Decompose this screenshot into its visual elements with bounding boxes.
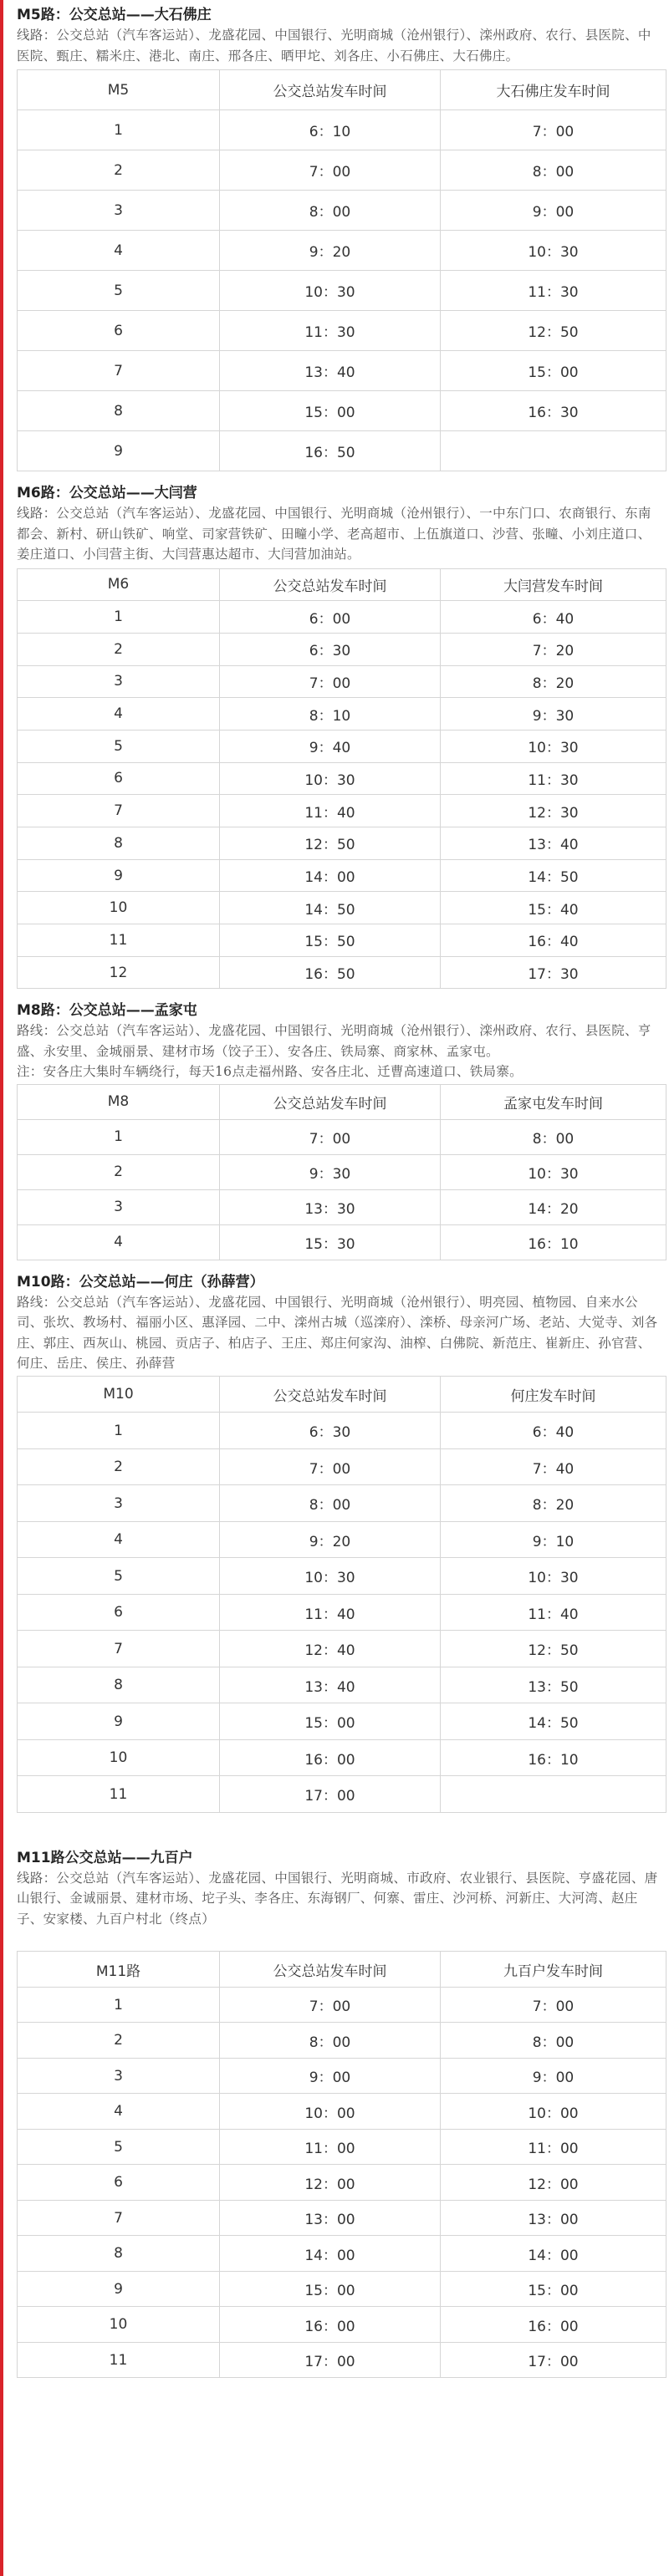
table-row	[18, 1739, 666, 1776]
table-cell: 7：00	[441, 110, 666, 150]
left-accent-bar	[0, 0, 3, 2576]
table-cell: 7：00	[220, 150, 441, 191]
table-cell: 15：40	[441, 892, 666, 924]
column-header: M5	[18, 70, 220, 110]
table-cell: 12：50	[441, 311, 666, 351]
table-cell: 16：00	[441, 2307, 666, 2343]
table-cell: 2	[18, 633, 220, 665]
table-header-row	[18, 70, 666, 110]
column-header: 公交总站发车时间	[220, 1376, 441, 1413]
table-row	[18, 2342, 666, 2378]
route-section-m6	[17, 471, 662, 989]
table-row	[18, 924, 666, 957]
table-cell: 7：00	[220, 665, 441, 698]
table-row	[18, 633, 666, 665]
table-row	[18, 956, 666, 989]
table-cell: 13：40	[441, 827, 666, 860]
table-cell: 16：00	[220, 1739, 441, 1776]
table-row	[18, 311, 666, 351]
table-header-row	[18, 568, 666, 601]
table-cell: 9：30	[441, 698, 666, 731]
table-row	[18, 698, 666, 731]
column-header: 大闫营发车时间	[441, 568, 666, 601]
column-header: 九百户发车时间	[441, 1952, 666, 1988]
column-header: M8	[18, 1084, 220, 1119]
table-cell: 2	[18, 1448, 220, 1485]
route-stops: 路线：公交总站（汽车客运站）、龙盛花园、中国银行、光明商城（沧州银行）、滦州政府、农行、县医院、亨盛、永安里、金城丽景、建材市场（饺子王）、安各庄、铁局寨、商家林、孟家屯。	[17, 1023, 651, 1059]
table-row	[18, 1558, 666, 1595]
table-cell: 10	[18, 1739, 220, 1776]
table-cell: 10：30	[441, 231, 666, 271]
table-cell: 9：00	[441, 191, 666, 231]
table-cell: 1	[18, 601, 220, 634]
table-cell: 6	[18, 1594, 220, 1631]
table-cell: 17：00	[220, 1776, 441, 1813]
table-cell: 12	[18, 956, 220, 989]
table-header-row	[18, 1952, 666, 1988]
table-cell: 10：00	[441, 2094, 666, 2130]
table-row	[18, 1594, 666, 1631]
table-cell: 8：00	[220, 2023, 441, 2059]
table-cell: 12：00	[441, 2165, 666, 2201]
table-cell: 10：30	[441, 1154, 666, 1189]
table-cell: 7	[18, 795, 220, 827]
table-cell: 8	[18, 2236, 220, 2272]
table-cell: 12：50	[220, 827, 441, 860]
table-row	[18, 1119, 666, 1154]
table-cell: 15：00	[441, 351, 666, 391]
table-cell: 8：10	[220, 698, 441, 731]
table-cell: 6：30	[220, 633, 441, 665]
table-cell: 4	[18, 1224, 220, 1260]
table-cell: 8	[18, 1667, 220, 1703]
table-cell: 7	[18, 1631, 220, 1667]
table-cell: 11：00	[220, 2129, 441, 2165]
column-header: 孟家屯发车时间	[441, 1084, 666, 1119]
route-stops: 路线：公交总站（汽车客运站）、龙盛花园、中国银行、光明商城（沧州银行）、明亮园、植物园、自来水公司、张坎、教场村、福丽小区、惠泽园、二中、滦州古城（巡滦府）、滦桥、母亲河广场、老站、大觉寺、刘各庄、郭庄、西灰山、桃园、贡店子、柏店子、王庄、郑庄何家沟、油榨、白佛院、新范庄、崔新庄、孙官营、何庄、岳庄、侯庄、孙薛营	[17, 1294, 658, 1372]
table-row	[18, 2271, 666, 2307]
table-cell: 11：40	[441, 1594, 666, 1631]
table-cell: 3	[18, 665, 220, 698]
route-section-m10	[17, 1260, 662, 1813]
schedule-table	[17, 1951, 666, 2378]
table-cell: 4	[18, 1521, 220, 1558]
table-cell: 15：00	[220, 391, 441, 431]
schedule-table	[17, 568, 666, 990]
table-cell: 16：10	[441, 1739, 666, 1776]
table-row	[18, 2165, 666, 2201]
table-cell: 11：40	[220, 795, 441, 827]
table-cell: 9	[18, 1703, 220, 1740]
table-row	[18, 1987, 666, 2023]
table-cell: 9：00	[220, 2058, 441, 2094]
table-cell: 11：40	[220, 1594, 441, 1631]
table-cell: 9：20	[220, 231, 441, 271]
route-section-m5	[17, 0, 662, 471]
table-cell: 6	[18, 2165, 220, 2201]
table-row	[18, 1776, 666, 1813]
table-row	[18, 2236, 666, 2272]
table-cell: 6：00	[220, 601, 441, 634]
table-cell: 11	[18, 2342, 220, 2378]
table-row	[18, 271, 666, 311]
table-cell: 15：00	[441, 2271, 666, 2307]
table-cell: 14：50	[441, 859, 666, 892]
table-cell: 7：00	[220, 1119, 441, 1154]
table-cell: 8	[18, 391, 220, 431]
column-header: 公交总站发车时间	[220, 1952, 441, 1988]
table-cell: 13：30	[220, 1189, 441, 1224]
table-cell: 10：30	[220, 1558, 441, 1595]
table-cell: 2	[18, 150, 220, 191]
table-row	[18, 191, 666, 231]
column-header: 公交总站发车时间	[220, 568, 441, 601]
table-row	[18, 1631, 666, 1667]
table-cell: 15：00	[220, 2271, 441, 2307]
table-cell: 4	[18, 231, 220, 271]
table-cell: 17：00	[220, 2342, 441, 2378]
table-cell: 10：30	[220, 271, 441, 311]
table-cell: 12：50	[441, 1631, 666, 1667]
table-cell: 8：00	[441, 1119, 666, 1154]
table-cell: 10：30	[441, 730, 666, 762]
table-row	[18, 1521, 666, 1558]
table-cell: 4	[18, 2094, 220, 2130]
section-title: M6路：公交总站——大闫营	[17, 485, 197, 501]
section-title: M8路：公交总站——孟家屯	[17, 1002, 197, 1020]
table-cell: 6：40	[441, 1413, 666, 1449]
table-cell: 12：30	[441, 795, 666, 827]
table-cell: 11：00	[441, 2129, 666, 2165]
table-row	[18, 1154, 666, 1189]
table-row	[18, 2023, 666, 2059]
table-cell: 8：00	[220, 1485, 441, 1522]
table-cell: 17：00	[441, 2342, 666, 2378]
table-row	[18, 351, 666, 391]
table-cell: 9	[18, 859, 220, 892]
column-header: 公交总站发车时间	[220, 1084, 441, 1119]
table-cell	[441, 1776, 666, 1813]
table-cell: 9：40	[220, 730, 441, 762]
table-cell: 3	[18, 1189, 220, 1224]
table-cell: 7：00	[220, 1448, 441, 1485]
table-cell: 1	[18, 110, 220, 150]
table-row	[18, 2058, 666, 2094]
table-cell	[441, 431, 666, 471]
table-cell: 9	[18, 2271, 220, 2307]
table-cell: 4	[18, 698, 220, 731]
route-stops: 线路：公交总站（汽车客运站）、龙盛花园、中国银行、光明商城（沧州银行）、一中东门口、农商银行、东南都会、新村、研山铁矿、响堂、司家营铁矿、田疃小学、老高超市、上伍旗道口、沙营、张疃、小刘庄道口、姜庄道口、小闫营主街、大闫营惠达超市、大闫营加油站。	[17, 506, 651, 562]
table-cell: 8：00	[441, 150, 666, 191]
table-cell: 16：10	[441, 1224, 666, 1260]
table-row	[18, 391, 666, 431]
table-cell: 16：50	[220, 431, 441, 471]
table-cell: 9	[18, 431, 220, 471]
table-cell: 9：20	[220, 1521, 441, 1558]
route-stops: 线路：公交总站（汽车客运站）、龙盛花园、中国银行、光明商城、市政府、农业银行、县医院、亨盛花园、唐山银行、金诚丽景、建材市场、坨子头、李各庄、东海钢厂、何寨、雷庄、沙河桥、河新庄、大河湾、赵庄子、安家楼、九百户村北（终点）	[17, 1870, 658, 1927]
table-row	[18, 110, 666, 150]
table-cell: 14：00	[441, 2236, 666, 2272]
table-cell: 1	[18, 1413, 220, 1449]
table-row	[18, 2200, 666, 2236]
table-row	[18, 231, 666, 271]
table-row	[18, 1485, 666, 1522]
table-row	[18, 1413, 666, 1449]
route-note: 注：安各庄大集时车辆绕行，每天16点走福州路、安各庄北、迁曹高速道口、铁局寨。	[17, 1064, 523, 1080]
table-cell: 1	[18, 1119, 220, 1154]
content	[17, 0, 662, 2378]
table-row	[18, 827, 666, 860]
section-title: M5路：公交总站——大石佛庄	[17, 7, 212, 23]
table-cell: 2	[18, 1154, 220, 1189]
table-cell: 8：00	[441, 2023, 666, 2059]
table-cell: 7	[18, 351, 220, 391]
table-cell: 5	[18, 271, 220, 311]
table-row	[18, 762, 666, 795]
column-header: 何庄发车时间	[441, 1376, 666, 1413]
route-section-m11	[17, 1813, 662, 2379]
column-header: M6	[18, 568, 220, 601]
table-cell: 9：00	[441, 2058, 666, 2094]
table-cell: 13：40	[220, 1667, 441, 1703]
table-cell: 11	[18, 1776, 220, 1813]
table-cell: 10：00	[220, 2094, 441, 2130]
table-cell: 11：30	[441, 271, 666, 311]
table-cell: 16：50	[220, 956, 441, 989]
table-cell: 11：30	[220, 311, 441, 351]
table-cell: 11	[18, 924, 220, 957]
table-cell: 13：50	[441, 1667, 666, 1703]
table-cell: 6：40	[441, 601, 666, 634]
table-cell: 6：30	[220, 1413, 441, 1449]
table-cell: 7：40	[441, 1448, 666, 1485]
table-row	[18, 892, 666, 924]
table-row	[18, 1667, 666, 1703]
schedule-table	[17, 1376, 666, 1813]
table-cell: 15：50	[220, 924, 441, 957]
table-row	[18, 1448, 666, 1485]
table-cell: 5	[18, 1558, 220, 1595]
table-cell: 7	[18, 2200, 220, 2236]
table-cell: 16：00	[220, 2307, 441, 2343]
table-cell: 15：30	[220, 1224, 441, 1260]
table-cell: 16：40	[441, 924, 666, 957]
table-row	[18, 2094, 666, 2130]
table-cell: 9：30	[220, 1154, 441, 1189]
schedule-table	[17, 69, 666, 471]
table-cell: 6：10	[220, 110, 441, 150]
table-cell: 8：20	[441, 1485, 666, 1522]
table-cell: 13：40	[220, 351, 441, 391]
table-row	[18, 665, 666, 698]
table-cell: 14：50	[220, 892, 441, 924]
column-header: 大石佛庄发车时间	[441, 70, 666, 110]
column-header: M10	[18, 1376, 220, 1413]
table-cell: 5	[18, 2129, 220, 2165]
table-cell: 10	[18, 2307, 220, 2343]
table-row	[18, 2307, 666, 2343]
table-cell: 13：00	[441, 2200, 666, 2236]
table-cell: 14：50	[441, 1703, 666, 1740]
column-header: 公交总站发车时间	[220, 70, 441, 110]
table-cell: 5	[18, 730, 220, 762]
table-cell: 15：00	[220, 1703, 441, 1740]
table-cell: 10：30	[220, 762, 441, 795]
table-cell: 14：20	[441, 1189, 666, 1224]
table-cell: 11：30	[441, 762, 666, 795]
table-cell: 14：00	[220, 2236, 441, 2272]
section-title: M11路公交总站——九百户	[17, 1849, 193, 1866]
table-row	[18, 730, 666, 762]
table-row	[18, 1224, 666, 1260]
table-row	[18, 859, 666, 892]
table-cell: 6	[18, 311, 220, 351]
schedule-table	[17, 1084, 666, 1260]
table-cell: 8：00	[220, 191, 441, 231]
table-header-row	[18, 1084, 666, 1119]
table-cell: 12：00	[220, 2165, 441, 2201]
table-cell: 7：20	[441, 633, 666, 665]
route-section-m8	[17, 989, 662, 1260]
table-row	[18, 2129, 666, 2165]
table-cell: 3	[18, 1485, 220, 1522]
table-cell: 3	[18, 2058, 220, 2094]
table-cell: 6	[18, 762, 220, 795]
table-cell: 13：00	[220, 2200, 441, 2236]
table-header-row	[18, 1376, 666, 1413]
table-row	[18, 795, 666, 827]
route-stops: 线路：公交总站（汽车客运站）、龙盛花园、中国银行、光明商城（沧州银行）、滦州政府、农行、县医院、中医院、甄庄、糯米庄、港北、南庄、邢各庄、晒甲坨、刘各庄、小石佛庄、大石佛庄。	[17, 28, 651, 64]
column-header: M11路	[18, 1952, 220, 1988]
table-cell: 3	[18, 191, 220, 231]
table-cell: 14：00	[220, 859, 441, 892]
section-title: M10路：公交总站——何庄（孙薛营）	[17, 1273, 264, 1291]
table-row	[18, 150, 666, 191]
table-cell: 10：30	[441, 1558, 666, 1595]
table-cell: 12：40	[220, 1631, 441, 1667]
table-cell: 7：00	[220, 1987, 441, 2023]
table-cell: 1	[18, 1987, 220, 2023]
table-cell: 17：30	[441, 956, 666, 989]
table-cell: 7：00	[441, 1987, 666, 2023]
table-cell: 10	[18, 892, 220, 924]
table-row	[18, 431, 666, 471]
table-cell: 8	[18, 827, 220, 860]
table-cell: 16：30	[441, 391, 666, 431]
table-row	[18, 1189, 666, 1224]
table-cell: 2	[18, 2023, 220, 2059]
table-row	[18, 601, 666, 634]
table-cell: 9：10	[441, 1521, 666, 1558]
table-row	[18, 1703, 666, 1740]
table-cell: 8：20	[441, 665, 666, 698]
